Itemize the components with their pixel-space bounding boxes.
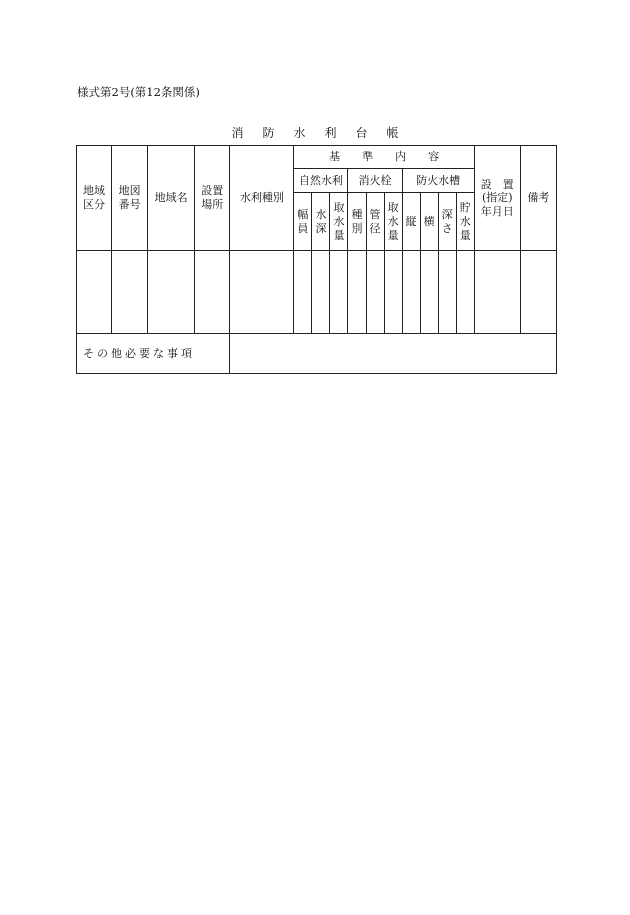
other-matters-label: [77, 333, 230, 373]
data-cell[interactable]: [294, 251, 312, 333]
header-map-number: [112, 146, 148, 251]
header-water-intake-hydrant-text: 取 水 量: [387, 201, 399, 242]
form-number: 様式第2号(第12条関係): [77, 85, 200, 99]
header-map-number-text: 地図 番号: [118, 184, 141, 212]
header-remarks-text: 備考: [527, 191, 550, 205]
header-standard-contents-text: 基 準 内 容: [329, 150, 440, 164]
title-char: 台: [355, 126, 368, 140]
data-cell[interactable]: [348, 251, 366, 333]
title-char: 防: [262, 126, 275, 140]
header-natural-water: [294, 169, 348, 193]
data-cell[interactable]: [112, 251, 148, 333]
other-matters-row: [77, 333, 557, 373]
header-pipe-diameter-text: 管 径: [369, 208, 381, 235]
water-source-ledger-table: [76, 145, 557, 374]
header-area-name-text: 地域名: [154, 191, 188, 205]
header-fire-tank: [402, 169, 474, 193]
other-matters-label-text: その他必要な事項: [83, 346, 195, 360]
header-hydrant: [348, 169, 402, 193]
title-char: 水: [293, 126, 306, 140]
data-cell[interactable]: [420, 251, 438, 333]
header-natural-water-text: 自然水利: [298, 173, 343, 187]
title-char: 利: [324, 126, 337, 140]
document-title: [0, 124, 630, 141]
data-cell[interactable]: [148, 251, 195, 333]
header-depth: [438, 193, 456, 251]
other-matters-field[interactable]: [230, 333, 557, 373]
header-water-intake-natural: [330, 193, 348, 251]
header-water-type-text: 水利種別: [239, 191, 284, 205]
data-cell[interactable]: [230, 251, 294, 333]
data-cell[interactable]: [520, 251, 556, 333]
header-install-date-text: 設 置 (指定) 年月日: [480, 177, 514, 219]
header-storage-text: 貯 水 量: [459, 201, 471, 242]
header-length-text: 縦: [405, 214, 417, 228]
title-char: 帳: [386, 126, 399, 140]
data-cell[interactable]: [438, 251, 456, 333]
header-width: [294, 193, 312, 251]
header-location: [195, 146, 230, 251]
data-cell[interactable]: [77, 251, 112, 333]
header-water-intake-hydrant: [384, 193, 402, 251]
header-hydrant-type-text: 種 別: [351, 208, 363, 235]
header-water-depth: [312, 193, 330, 251]
header-install-date: [474, 146, 520, 251]
header-length: [402, 193, 420, 251]
header-hydrant-type: [348, 193, 366, 251]
header-area-name: [148, 146, 195, 251]
header-depth-text: 深 さ: [441, 208, 453, 235]
header-area-division: [77, 146, 112, 251]
header-water-depth-text: 水 深: [315, 208, 327, 235]
header-storage: [456, 193, 474, 251]
header-width-text: 幅 員: [297, 208, 309, 235]
data-cell[interactable]: [312, 251, 330, 333]
header-area-division-text: 地域 区分: [83, 184, 106, 212]
data-cell[interactable]: [384, 251, 402, 333]
header-pipe-diameter: [366, 193, 384, 251]
header-breadth-text: 横: [423, 214, 435, 228]
header-remarks: [520, 146, 556, 251]
header-water-intake-natural-text: 取 水 量: [333, 201, 345, 242]
header-location-text: 設置 場所: [201, 184, 224, 212]
title-char: 消: [231, 126, 244, 140]
header-standard-contents: [294, 146, 474, 169]
data-cell[interactable]: [456, 251, 474, 333]
data-cell[interactable]: [195, 251, 230, 333]
data-cell[interactable]: [366, 251, 384, 333]
table-row: [77, 251, 557, 333]
header-breadth: [420, 193, 438, 251]
header-water-type: [230, 146, 294, 251]
data-cell[interactable]: [330, 251, 348, 333]
header-hydrant-text: 消火栓: [358, 173, 392, 187]
data-cell[interactable]: [474, 251, 520, 333]
header-fire-tank-text: 防火水槽: [416, 173, 461, 187]
data-cell[interactable]: [402, 251, 420, 333]
